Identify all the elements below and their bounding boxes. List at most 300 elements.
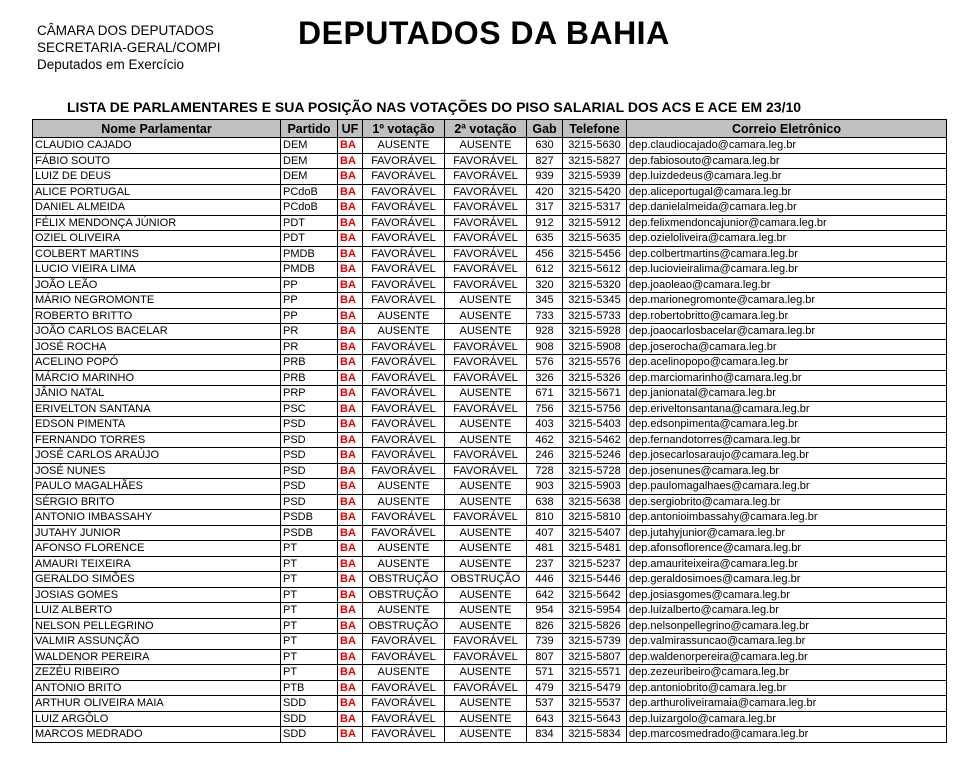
deputy-name: PAULO MAGALHÃES (33, 479, 281, 495)
deputy-name: JOSIAS GOMES (33, 587, 281, 603)
office-number: 237 (527, 556, 563, 572)
phone-number: 3215-5237 (563, 556, 627, 572)
deputy-name: AMAURI TEIXEIRA (33, 556, 281, 572)
vote-2: AUSENTE (445, 324, 527, 340)
column-header-party: Partido (281, 120, 338, 138)
table-row (33, 696, 947, 712)
vote-1: OBSTRUÇÃO (363, 587, 445, 603)
table-row (33, 463, 947, 479)
deputy-state: BA (338, 200, 363, 216)
vote-2: AUSENTE (445, 541, 527, 557)
office-number: 537 (527, 696, 563, 712)
table-row (33, 277, 947, 293)
vote-2: FAVORÁVEL (445, 510, 527, 526)
deputy-state: BA (338, 432, 363, 448)
vote-2: AUSENTE (445, 479, 527, 495)
phone-number: 3215-5642 (563, 587, 627, 603)
deputy-party: PP (281, 293, 338, 309)
deputy-party: PT (281, 665, 338, 681)
deputy-party: PTB (281, 680, 338, 696)
phone-number: 3215-5643 (563, 711, 627, 727)
phone-number: 3215-5903 (563, 479, 627, 495)
column-header-office: Gab (527, 120, 563, 138)
table-row (33, 355, 947, 371)
vote-1: FAVORÁVEL (363, 711, 445, 727)
vote-2: AUSENTE (445, 696, 527, 712)
table-row (33, 324, 947, 340)
deputy-party: PMDB (281, 262, 338, 278)
deputy-party: PT (281, 634, 338, 650)
deputy-name: JOÃO LEÃO (33, 277, 281, 293)
email-address: dep.paulomagalhaes@camara.leg.br (627, 479, 947, 495)
phone-number: 3215-5638 (563, 494, 627, 510)
deputy-party: PCdoB (281, 184, 338, 200)
deputy-party: PP (281, 308, 338, 324)
table-row (33, 339, 947, 355)
table-row (33, 231, 947, 247)
table-row (33, 401, 947, 417)
deputy-state: BA (338, 494, 363, 510)
deputy-party: PR (281, 324, 338, 340)
office-number: 481 (527, 541, 563, 557)
deputy-state: BA (338, 231, 363, 247)
vote-1: FAVORÁVEL (363, 680, 445, 696)
office-number: 810 (527, 510, 563, 526)
vote-2: FAVORÁVEL (445, 448, 527, 464)
phone-number: 3215-5481 (563, 541, 627, 557)
vote-1: FAVORÁVEL (363, 277, 445, 293)
office-number: 571 (527, 665, 563, 681)
table-row (33, 711, 947, 727)
vote-1: FAVORÁVEL (363, 370, 445, 386)
deputy-party: SDD (281, 696, 338, 712)
deputy-party: PT (281, 603, 338, 619)
deputy-state: BA (338, 355, 363, 371)
vote-1: FAVORÁVEL (363, 200, 445, 216)
vote-2: FAVORÁVEL (445, 262, 527, 278)
phone-number: 3215-5479 (563, 680, 627, 696)
email-address: dep.marionegromonte@camara.leg.br (627, 293, 947, 309)
deputy-name: ROBERTO BRITTO (33, 308, 281, 324)
office-number: 407 (527, 525, 563, 541)
email-address: dep.antoniobrito@camara.leg.br (627, 680, 947, 696)
deputy-name: AFONSO FLORENCE (33, 541, 281, 557)
deputy-name: JUTAHY JUNIOR (33, 525, 281, 541)
vote-1: FAVORÁVEL (363, 432, 445, 448)
vote-1: FAVORÁVEL (363, 463, 445, 479)
office-number: 638 (527, 494, 563, 510)
deputy-name: JÂNIO NATAL (33, 386, 281, 402)
email-address: dep.joserocha@camara.leg.br (627, 339, 947, 355)
deputy-name: LUIZ DE DEUS (33, 169, 281, 185)
deputy-name: COLBERT MARTINS (33, 246, 281, 262)
phone-number: 3215-5671 (563, 386, 627, 402)
vote-1: FAVORÁVEL (363, 339, 445, 355)
email-address: dep.antonioimbassahy@camara.leg.br (627, 510, 947, 526)
table-header-row (33, 120, 947, 138)
deputy-state: BA (338, 510, 363, 526)
office-number: 826 (527, 618, 563, 634)
table-row (33, 727, 947, 743)
phone-number: 3215-5635 (563, 231, 627, 247)
office-number: 479 (527, 680, 563, 696)
vote-2: FAVORÁVEL (445, 339, 527, 355)
table-row (33, 649, 947, 665)
vote-1: FAVORÁVEL (363, 448, 445, 464)
office-number: 728 (527, 463, 563, 479)
table-row (33, 541, 947, 557)
vote-2: AUSENTE (445, 711, 527, 727)
table-row (33, 432, 947, 448)
email-address: dep.zezeuribeiro@camara.leg.br (627, 665, 947, 681)
office-number: 954 (527, 603, 563, 619)
phone-number: 3215-5826 (563, 618, 627, 634)
table-row (33, 665, 947, 681)
vote-1: FAVORÁVEL (363, 634, 445, 650)
deputy-name: JOÃO CARLOS BACELAR (33, 324, 281, 340)
table-row (33, 215, 947, 231)
deputy-name: MÁRCIO MARINHO (33, 370, 281, 386)
table-row (33, 153, 947, 169)
vote-1: FAVORÁVEL (363, 246, 445, 262)
deputy-name: ARTHUR OLIVEIRA MAIA (33, 696, 281, 712)
office-number: 576 (527, 355, 563, 371)
deputy-party: PSD (281, 417, 338, 433)
office-number: 456 (527, 246, 563, 262)
phone-number: 3215-5317 (563, 200, 627, 216)
column-header-vote1: 1º votação (363, 120, 445, 138)
vote-2: AUSENTE (445, 665, 527, 681)
deputy-party: PDT (281, 231, 338, 247)
column-header-phone: Telefone (563, 120, 627, 138)
vote-1: OBSTRUÇÃO (363, 572, 445, 588)
deputy-state: BA (338, 448, 363, 464)
email-address: dep.afonsoflorence@camara.leg.br (627, 541, 947, 557)
office-number: 739 (527, 634, 563, 650)
table-row (33, 246, 947, 262)
email-address: dep.colbertmartins@camara.leg.br (627, 246, 947, 262)
table-row (33, 308, 947, 324)
deputy-party: PR (281, 339, 338, 355)
table-row (33, 262, 947, 278)
phone-number: 3215-5928 (563, 324, 627, 340)
table-row (33, 386, 947, 402)
table-row (33, 680, 947, 696)
phone-number: 3215-5912 (563, 215, 627, 231)
deputy-party: PSD (281, 463, 338, 479)
office-number: 643 (527, 711, 563, 727)
email-address: dep.josenunes@camara.leg.br (627, 463, 947, 479)
vote-2: AUSENTE (445, 308, 527, 324)
deputy-state: BA (338, 541, 363, 557)
table-row (33, 510, 947, 526)
deputy-name: CLAUDIO CAJADO (33, 138, 281, 154)
office-number: 733 (527, 308, 563, 324)
email-address: dep.robertobritto@camara.leg.br (627, 308, 947, 324)
deputy-party: PT (281, 572, 338, 588)
office-number: 903 (527, 479, 563, 495)
office-number: 345 (527, 293, 563, 309)
vote-2: AUSENTE (445, 618, 527, 634)
deputy-name: LUCIO VIEIRA LIMA (33, 262, 281, 278)
phone-number: 3215-5954 (563, 603, 627, 619)
office-number: 827 (527, 153, 563, 169)
deputy-party: PT (281, 649, 338, 665)
deputy-name: ERIVELTON SANTANA (33, 401, 281, 417)
deputy-state: BA (338, 680, 363, 696)
email-address: dep.luizargolo@camara.leg.br (627, 711, 947, 727)
office-number: 326 (527, 370, 563, 386)
phone-number: 3215-5939 (563, 169, 627, 185)
deputy-name: GERALDO SIMÕES (33, 572, 281, 588)
deputy-state: BA (338, 556, 363, 572)
deputy-state: BA (338, 293, 363, 309)
vote-2: AUSENTE (445, 293, 527, 309)
office-number: 642 (527, 587, 563, 603)
deputy-state: BA (338, 696, 363, 712)
phone-number: 3215-5420 (563, 184, 627, 200)
deputy-party: PT (281, 618, 338, 634)
vote-2: AUSENTE (445, 603, 527, 619)
deputy-name: JOSÉ ROCHA (33, 339, 281, 355)
deputy-state: BA (338, 339, 363, 355)
vote-2: FAVORÁVEL (445, 680, 527, 696)
email-address: dep.marciomarinho@camara.leg.br (627, 370, 947, 386)
vote-1: FAVORÁVEL (363, 169, 445, 185)
deputy-party: PSDB (281, 525, 338, 541)
deputy-name: JOSÉ CARLOS ARAÚJO (33, 448, 281, 464)
email-address: dep.felixmendoncajunior@camara.leg.br (627, 215, 947, 231)
phone-number: 3215-5612 (563, 262, 627, 278)
vote-1: AUSENTE (363, 479, 445, 495)
vote-1: AUSENTE (363, 324, 445, 340)
deputy-state: BA (338, 665, 363, 681)
phone-number: 3215-5345 (563, 293, 627, 309)
vote-2: AUSENTE (445, 432, 527, 448)
office-number: 320 (527, 277, 563, 293)
email-address: dep.danielalmeida@camara.leg.br (627, 200, 947, 216)
phone-number: 3215-5246 (563, 448, 627, 464)
table-row (33, 603, 947, 619)
deputy-state: BA (338, 727, 363, 743)
vote-2: AUSENTE (445, 556, 527, 572)
email-address: dep.valmirassuncao@camara.leg.br (627, 634, 947, 650)
deputy-party: PT (281, 587, 338, 603)
deputy-state: BA (338, 138, 363, 154)
vote-1: FAVORÁVEL (363, 525, 445, 541)
deputy-state: BA (338, 169, 363, 185)
vote-1: FAVORÁVEL (363, 727, 445, 743)
vote-1: FAVORÁVEL (363, 649, 445, 665)
deputy-name: DANIEL ALMEIDA (33, 200, 281, 216)
deputy-state: BA (338, 277, 363, 293)
vote-1: FAVORÁVEL (363, 215, 445, 231)
deputy-name: NELSON PELLEGRINO (33, 618, 281, 634)
vote-2: AUSENTE (445, 417, 527, 433)
deputy-state: BA (338, 711, 363, 727)
deputy-state: BA (338, 603, 363, 619)
deputy-party: PP (281, 277, 338, 293)
table-row (33, 417, 947, 433)
deputy-party: PSDB (281, 510, 338, 526)
deputy-name: SÉRGIO BRITO (33, 494, 281, 510)
phone-number: 3215-5630 (563, 138, 627, 154)
email-address: dep.luizdedeus@camara.leg.br (627, 169, 947, 185)
vote-2: FAVORÁVEL (445, 401, 527, 417)
office-number: 756 (527, 401, 563, 417)
deputy-name: FÉLIX MENDONÇA JÚNIOR (33, 215, 281, 231)
vote-1: AUSENTE (363, 138, 445, 154)
deputy-name: OZIEL OLIVEIRA (33, 231, 281, 247)
deputy-state: BA (338, 649, 363, 665)
deputy-state: BA (338, 386, 363, 402)
vote-2: OBSTRUÇÃO (445, 572, 527, 588)
email-address: dep.luizalberto@camara.leg.br (627, 603, 947, 619)
phone-number: 3215-5446 (563, 572, 627, 588)
email-address: dep.nelsonpellegrino@camara.leg.br (627, 618, 947, 634)
table-row (33, 634, 947, 650)
office-number: 420 (527, 184, 563, 200)
vote-2: AUSENTE (445, 494, 527, 510)
phone-number: 3215-5827 (563, 153, 627, 169)
phone-number: 3215-5834 (563, 727, 627, 743)
vote-2: FAVORÁVEL (445, 153, 527, 169)
deputy-state: BA (338, 401, 363, 417)
email-address: dep.aliceportugal@camara.leg.br (627, 184, 947, 200)
table-row (33, 138, 947, 154)
org-section: Deputados em Exercício (37, 57, 185, 72)
deputy-name: EDSON PIMENTA (33, 417, 281, 433)
deputy-party: PRB (281, 355, 338, 371)
vote-2: FAVORÁVEL (445, 463, 527, 479)
deputy-party: PDT (281, 215, 338, 231)
email-address: dep.edsonpimenta@camara.leg.br (627, 417, 947, 433)
deputy-state: BA (338, 463, 363, 479)
column-header-email: Correio Eletrônico (627, 120, 947, 138)
deputy-party: PSD (281, 494, 338, 510)
table-row (33, 169, 947, 185)
deputy-party: SDD (281, 711, 338, 727)
deputy-name: VALMIR ASSUNÇÃO (33, 634, 281, 650)
phone-number: 3215-5462 (563, 432, 627, 448)
office-number: 403 (527, 417, 563, 433)
vote-1: AUSENTE (363, 556, 445, 572)
vote-2: FAVORÁVEL (445, 169, 527, 185)
email-address: dep.josiasgomes@camara.leg.br (627, 587, 947, 603)
vote-1: FAVORÁVEL (363, 262, 445, 278)
office-number: 939 (527, 169, 563, 185)
email-address: dep.eriveltonsantana@camara.leg.br (627, 401, 947, 417)
office-number: 635 (527, 231, 563, 247)
phone-number: 3215-5326 (563, 370, 627, 386)
deputy-name: ZEZÉU RIBEIRO (33, 665, 281, 681)
deputy-party: PRP (281, 386, 338, 402)
org-department: SECRETARIA-GERAL/COMPI (37, 40, 221, 55)
phone-number: 3215-5571 (563, 665, 627, 681)
phone-number: 3215-5728 (563, 463, 627, 479)
email-address: dep.arthuroliveiramaia@camara.leg.br (627, 696, 947, 712)
deputy-state: BA (338, 246, 363, 262)
office-number: 834 (527, 727, 563, 743)
vote-1: FAVORÁVEL (363, 417, 445, 433)
vote-2: FAVORÁVEL (445, 184, 527, 200)
deputy-state: BA (338, 587, 363, 603)
office-number: 462 (527, 432, 563, 448)
deputy-name: ANTONIO IMBASSAHY (33, 510, 281, 526)
email-address: dep.janionatal@camara.leg.br (627, 386, 947, 402)
vote-2: FAVORÁVEL (445, 215, 527, 231)
email-address: dep.waldenorpereira@camara.leg.br (627, 649, 947, 665)
office-number: 317 (527, 200, 563, 216)
vote-1: FAVORÁVEL (363, 386, 445, 402)
deputy-state: BA (338, 572, 363, 588)
table-row (33, 479, 947, 495)
deputy-state: BA (338, 324, 363, 340)
deputy-state: BA (338, 370, 363, 386)
deputy-party: SDD (281, 727, 338, 743)
table-row (33, 370, 947, 386)
org-name: CÂMARA DOS DEPUTADOS (37, 23, 214, 38)
email-address: dep.luciovieiralima@camara.leg.br (627, 262, 947, 278)
deputy-name: ACELINO POPÓ (33, 355, 281, 371)
deputy-party: PMDB (281, 246, 338, 262)
deputy-state: BA (338, 479, 363, 495)
deputy-party: PSC (281, 401, 338, 417)
phone-number: 3215-5537 (563, 696, 627, 712)
deputy-party: PSD (281, 479, 338, 495)
deputy-state: BA (338, 184, 363, 200)
office-number: 807 (527, 649, 563, 665)
office-number: 908 (527, 339, 563, 355)
vote-1: FAVORÁVEL (363, 401, 445, 417)
vote-1: AUSENTE (363, 494, 445, 510)
vote-1: FAVORÁVEL (363, 293, 445, 309)
vote-2: FAVORÁVEL (445, 649, 527, 665)
email-address: dep.ozieloliveira@camara.leg.br (627, 231, 947, 247)
vote-2: FAVORÁVEL (445, 355, 527, 371)
office-number: 671 (527, 386, 563, 402)
deputy-name: ANTONIO BRITO (33, 680, 281, 696)
email-address: dep.joaocarlosbacelar@camara.leg.br (627, 324, 947, 340)
table-row (33, 618, 947, 634)
vote-1: FAVORÁVEL (363, 510, 445, 526)
phone-number: 3215-5403 (563, 417, 627, 433)
deputy-state: BA (338, 634, 363, 650)
email-address: dep.geraldosimoes@camara.leg.br (627, 572, 947, 588)
vote-2: AUSENTE (445, 138, 527, 154)
vote-1: AUSENTE (363, 541, 445, 557)
email-address: dep.josecarlosaraujo@camara.leg.br (627, 448, 947, 464)
vote-2: FAVORÁVEL (445, 200, 527, 216)
email-address: dep.joaoleao@camara.leg.br (627, 277, 947, 293)
office-number: 630 (527, 138, 563, 154)
deputy-party: PT (281, 556, 338, 572)
phone-number: 3215-5320 (563, 277, 627, 293)
table-row (33, 556, 947, 572)
phone-number: 3215-5739 (563, 634, 627, 650)
deputy-state: BA (338, 262, 363, 278)
vote-1: AUSENTE (363, 665, 445, 681)
deputy-state: BA (338, 308, 363, 324)
deputy-state: BA (338, 153, 363, 169)
phone-number: 3215-5810 (563, 510, 627, 526)
vote-1: FAVORÁVEL (363, 184, 445, 200)
deputy-party: DEM (281, 138, 338, 154)
vote-1: FAVORÁVEL (363, 153, 445, 169)
deputy-name: FERNANDO TORRES (33, 432, 281, 448)
deputy-name: ALICE PORTUGAL (33, 184, 281, 200)
deputy-party: PSD (281, 448, 338, 464)
